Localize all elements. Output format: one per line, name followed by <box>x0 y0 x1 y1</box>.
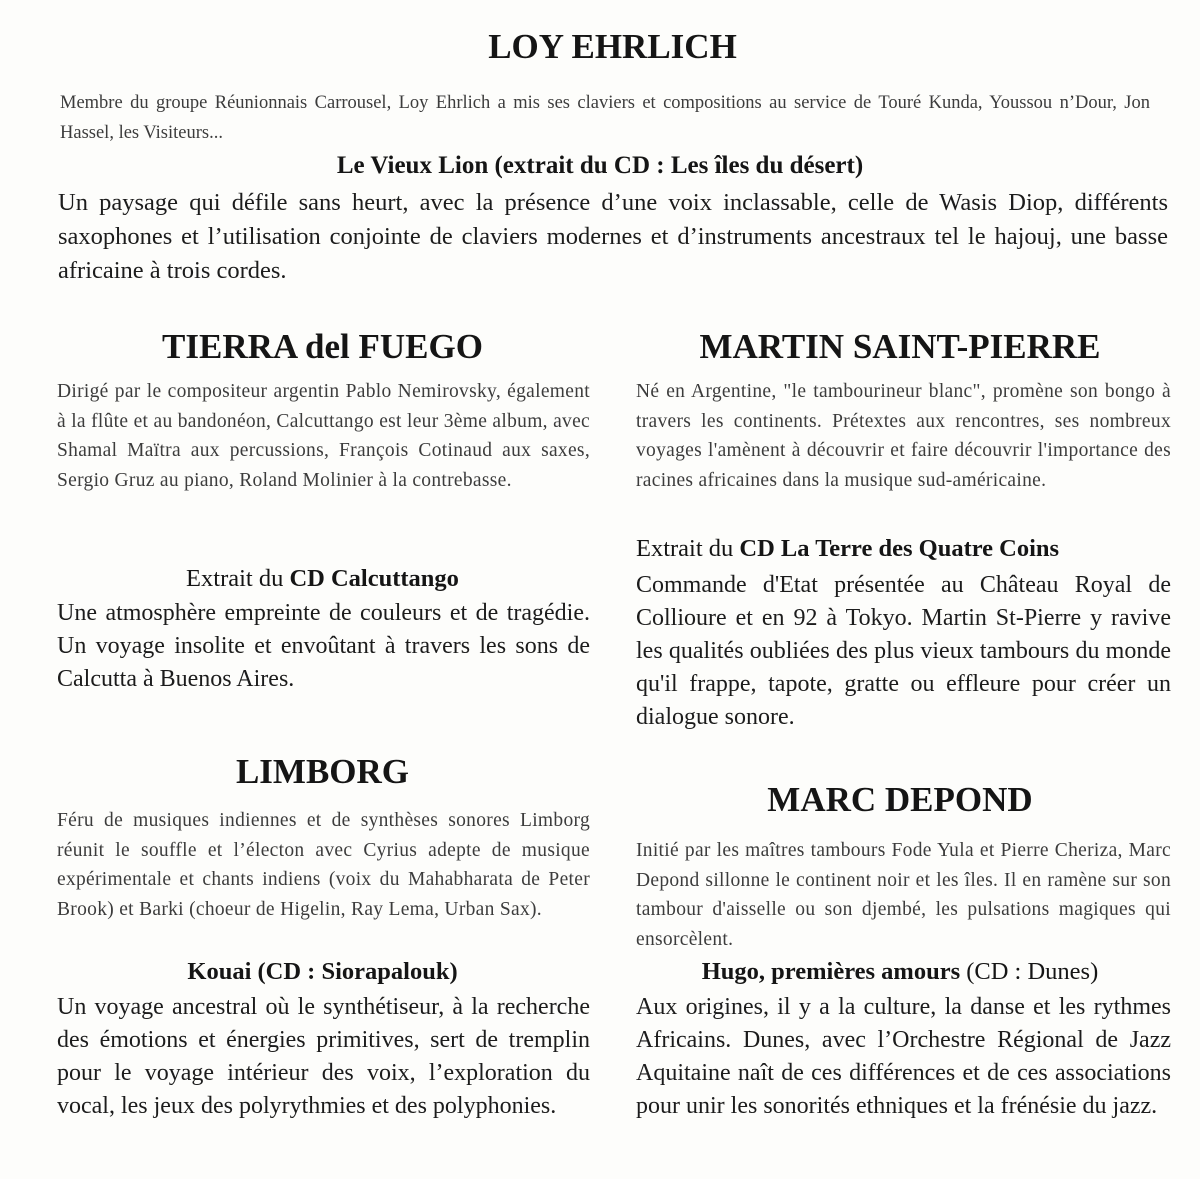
track-subtitle: Le Vieux Lion (extrait du CD : Les îles du désert) <box>336 152 864 179</box>
track-description: Commande d'Etat présentée au Château Royal de Collioure et en 92 à Tokyo. Martin St-Pierre y ravive les qualités oubliées des plus vieux tambours du monde qu'il frappe, tapote, gratte ou effleure pour créer un dialogue sonore. <box>636 572 1171 730</box>
artist-title: LOY EHRLICH <box>488 27 737 66</box>
track-description: Un voyage ancestral où le synthétiseur, à la recherche des émotions et énergies primitives, sert de tremplin pour le voyage intérieur des voix, l’exploration du vocal, les jeux des polyrythmies et des polyphonies. <box>57 994 590 1119</box>
track-subtitle <box>620 958 1180 986</box>
artist-intro: Féru de musiques indiennes et de synthèses sonores Limborg réunit le souffle et l’électon avec Cyrius adepte de musique expérimentale et chants indiens (voix du Mahabharata de Peter Brook) et Barki (choeur de Higelin, Ray Lema, Urban Sax). <box>57 810 590 920</box>
subtitle-cd-name: CD La Terre des Quatre Coins <box>739 535 1060 562</box>
artist-intro: Dirigé par le compositeur argentin Pablo Nemirovsky, également à la flûte et au bandonéon, Calcuttango est leur 3ème album, avec Shamal Maïtra aux percussions, François Cotinaud aux saxes, Sergio Gruz au piano, Roland Molinier à la contrebasse. <box>57 381 590 491</box>
artist-title: TIERRA del FUEGO <box>162 327 483 366</box>
artist-title: LIMBORG <box>235 752 410 791</box>
subtitle-suffix: (CD : Dunes) <box>960 958 1099 985</box>
subtitle-track-name: Hugo, premières amours <box>701 958 961 985</box>
subtitle-cd-name: CD Calcuttango <box>289 565 459 592</box>
artist-intro: Né en Argentine, "le tambourineur blanc", promène son bongo à travers les continents. Prétextes aux rencontres, ses nombreux voyages l'amènent à découvrir et faire découvrir l'importance des racines africaines dans la musique sud-américaine. <box>636 381 1171 491</box>
track-description: Aux origines, il y a la culture, la danse et les rythmes Africains. Dunes, avec l’Orchestre Régional de Jazz Aquitaine naît de ces différences et de ces associations pour unir les sonorités ethniques et la frénésie du jazz. <box>636 994 1171 1119</box>
track-description: Un paysage qui défile sans heurt, avec la présence d’une voix inclassable, celle de Wasis Diop, différents saxophones et l’utilisation conjointe de claviers modernes et d’instruments ancestraux tel le hajouj, une basse africaine à trois cordes. <box>58 189 1168 284</box>
subtitle-prefix: Extrait du <box>186 565 290 592</box>
track-subtitle: Kouai (CD : Siorapalouk) <box>187 958 458 985</box>
track-description: Une atmosphère empreinte de couleurs et de tragédie. Un voyage insolite et envoûtant à travers les sons de Calcutta à Buenos Aires. <box>57 600 590 692</box>
track-subtitle <box>40 565 605 593</box>
track-subtitle <box>636 535 1171 563</box>
artist-title: MARC DEPOND <box>767 780 1033 819</box>
subtitle-prefix: Extrait du <box>636 535 740 562</box>
artist-title: MARTIN SAINT-PIERRE <box>699 327 1101 366</box>
artist-intro: Initié par les maîtres tambours Fode Yula et Pierre Cheriza, Marc Depond sillonne le continent noir et les îles. Il en ramène sur son tambour d'aisselle ou son djembé, les pulsations magiques qui ensorcèlent. <box>636 840 1171 950</box>
artist-intro: Membre du groupe Réunionnais Carrousel, Loy Ehrlich a mis ses claviers et compositions au service de Touré Kunda, Youssou n’Dour, Jon Hassel, les Visiteurs... <box>60 93 1150 143</box>
